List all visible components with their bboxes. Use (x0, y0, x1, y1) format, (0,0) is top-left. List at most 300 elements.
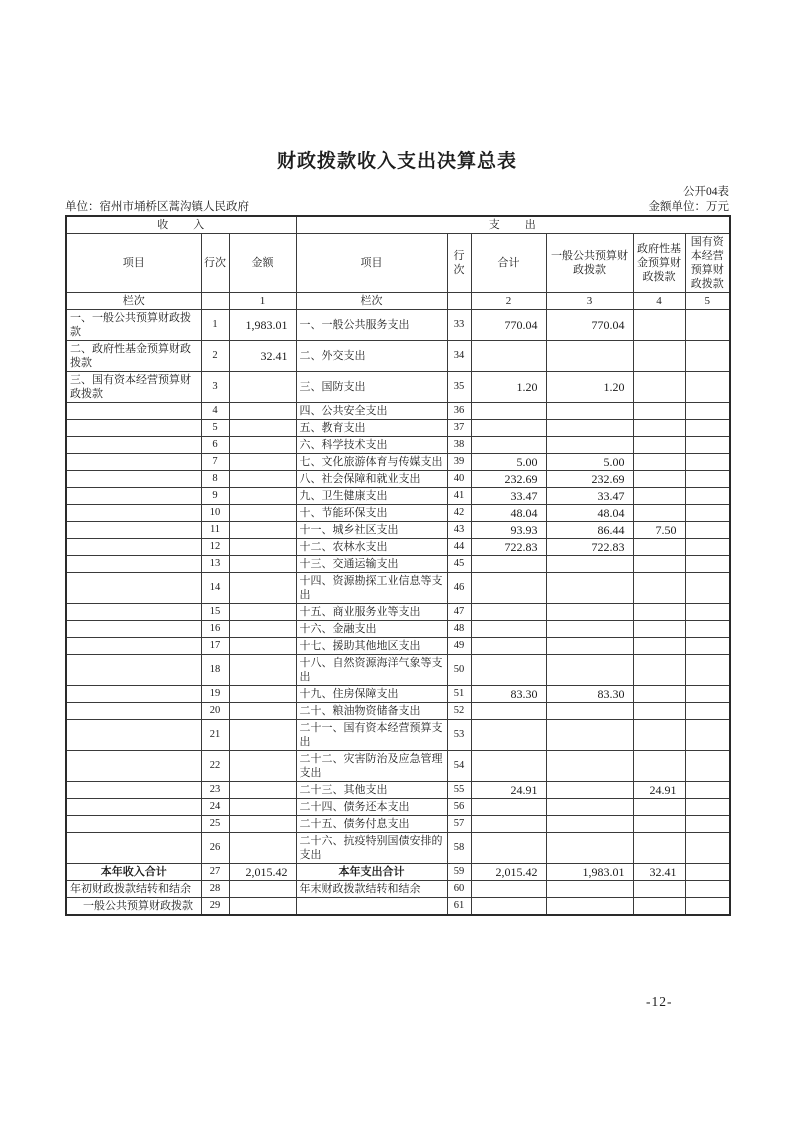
expense-general-budget-cell (546, 556, 633, 573)
income-amount-cell (229, 799, 296, 816)
income-row-no-cell: 24 (201, 799, 229, 816)
income-item-header: 项目 (66, 234, 201, 293)
expense-gov-fund-cell (633, 420, 685, 437)
expense-item-cell: 十七、援助其他地区支出 (296, 638, 447, 655)
expense-item-cell: 二十六、抗疫特别国债安排的支出 (296, 833, 447, 864)
table-row (66, 703, 730, 720)
expense-general-budget-cell: 722.83 (546, 539, 633, 556)
income-item-cell: 三、国有资本经营预算财政拨款 (66, 372, 201, 403)
expense-item-cell: 本年支出合计 (296, 864, 447, 881)
expense-gov-fund-cell (633, 655, 685, 686)
expense-item-cell: 五、教育支出 (296, 420, 447, 437)
income-amount-cell (229, 638, 296, 655)
expense-row-no-cell: 38 (447, 437, 471, 454)
expense-gov-fund-cell (633, 372, 685, 403)
expense-row-no-cell: 49 (447, 638, 471, 655)
expense-gov-fund-cell (633, 488, 685, 505)
expense-gov-fund-cell (633, 505, 685, 522)
column-index-row (66, 293, 730, 310)
income-item-cell (66, 539, 201, 556)
expense-state-capital-cell (685, 621, 730, 638)
income-row-no-cell: 22 (201, 751, 229, 782)
expense-general-budget-cell (546, 341, 633, 372)
expense-row-no-cell: 57 (447, 816, 471, 833)
income-amount-cell (229, 782, 296, 799)
income-row-no-cell: 18 (201, 655, 229, 686)
expense-gov-fund-cell (633, 310, 685, 341)
income-item-cell (66, 833, 201, 864)
table-row (66, 573, 730, 604)
income-amount-cell (229, 505, 296, 522)
expense-gov-fund-cell (633, 816, 685, 833)
income-amount-cell (229, 522, 296, 539)
expense-state-capital-cell (685, 471, 730, 488)
expense-row-no-cell: 46 (447, 573, 471, 604)
expense-state-capital-cell (685, 573, 730, 604)
income-item-cell (66, 816, 201, 833)
income-row-no-cell: 5 (201, 420, 229, 437)
expense-state-capital-cell (685, 833, 730, 864)
income-item-cell (66, 782, 201, 799)
income-amount-cell (229, 604, 296, 621)
income-item-cell (66, 686, 201, 703)
expense-gov-fund-cell (633, 799, 685, 816)
expense-state-capital-cell (685, 782, 730, 799)
expense-gov-fund-cell (633, 703, 685, 720)
expense-total-cell (471, 751, 546, 782)
expense-gov-fund-header: 政府性基金预算财政拨款 (633, 234, 685, 293)
income-amount-cell (229, 372, 296, 403)
expense-total-cell (471, 437, 546, 454)
expense-rowno-colindex (447, 293, 471, 310)
expense-total-cell: 722.83 (471, 539, 546, 556)
expense-total-cell: 1.20 (471, 372, 546, 403)
expense-general-colindex: 3 (546, 293, 633, 310)
income-row-no-cell: 7 (201, 454, 229, 471)
expense-state-capital-cell (685, 454, 730, 471)
table-row (66, 471, 730, 488)
income-item-cell (66, 471, 201, 488)
expense-total-cell (471, 573, 546, 604)
expense-total-cell (471, 403, 546, 420)
page-title: 财政拨款收入支出决算总表 (276, 151, 517, 172)
income-row-no-cell: 8 (201, 471, 229, 488)
expense-item-cell: 二十一、国有资本经营预算支出 (296, 720, 447, 751)
expense-row-no-cell: 45 (447, 556, 471, 573)
expense-row-no-cell: 44 (447, 539, 471, 556)
expense-gov-fund-cell (633, 720, 685, 751)
income-row-no-cell: 29 (201, 898, 229, 916)
expense-row-no-cell: 40 (447, 471, 471, 488)
income-amount-cell (229, 454, 296, 471)
expense-item-cell: 八、社会保障和就业支出 (296, 471, 447, 488)
expense-general-budget-cell (546, 655, 633, 686)
expense-item-cell: 二十四、债务还本支出 (296, 799, 447, 816)
expense-general-budget-cell (546, 604, 633, 621)
expense-general-budget-cell (546, 751, 633, 782)
income-item-cell: 一、一般公共预算财政拨款 (66, 310, 201, 341)
table-row (66, 556, 730, 573)
expense-total-cell (471, 655, 546, 686)
expense-row-no-cell: 37 (447, 420, 471, 437)
table-row (66, 454, 730, 471)
expense-total-cell (471, 420, 546, 437)
income-item-cell (66, 437, 201, 454)
table-row (66, 655, 730, 686)
income-amount-cell (229, 556, 296, 573)
expense-total-cell (471, 833, 546, 864)
expense-item-cell: 七、文化旅游体育与传媒支出 (296, 454, 447, 471)
table-row (66, 310, 730, 341)
income-amount-cell (229, 720, 296, 751)
income-amount-cell (229, 655, 296, 686)
expense-state-capital-cell (685, 881, 730, 898)
expense-gov-fund-cell (633, 403, 685, 420)
expense-row-no-cell: 35 (447, 372, 471, 403)
income-row-no-cell: 17 (201, 638, 229, 655)
expense-total-cell: 48.04 (471, 505, 546, 522)
expense-total-cell: 232.69 (471, 471, 546, 488)
income-row-no-cell: 3 (201, 372, 229, 403)
expense-general-budget-cell (546, 799, 633, 816)
table-row (66, 539, 730, 556)
expense-state-capital-header: 国有资本经营预算财政拨款 (685, 234, 730, 293)
expense-general-budget-cell: 1,983.01 (546, 864, 633, 881)
expense-state-capital-cell (685, 751, 730, 782)
table-row (66, 437, 730, 454)
expense-general-budget-cell: 83.30 (546, 686, 633, 703)
expense-state-capital-cell (685, 488, 730, 505)
expense-general-budget-cell (546, 816, 633, 833)
income-row-no-cell: 9 (201, 488, 229, 505)
expense-row-no-cell: 54 (447, 751, 471, 782)
table-row (66, 720, 730, 751)
expense-row-no-cell: 48 (447, 621, 471, 638)
income-amount-cell (229, 816, 296, 833)
income-amount-cell (229, 833, 296, 864)
expense-item-cell: 二、外交支出 (296, 341, 447, 372)
expense-state-capital-cell (685, 310, 730, 341)
expense-item-cell: 十六、金融支出 (296, 621, 447, 638)
table-row (66, 686, 730, 703)
expense-row-no-cell: 36 (447, 403, 471, 420)
income-row-no-cell: 27 (201, 864, 229, 881)
expense-total-cell: 93.93 (471, 522, 546, 539)
expense-item-cell: 十九、住房保障支出 (296, 686, 447, 703)
expense-item-cell: 二十三、其他支出 (296, 782, 447, 799)
income-row-no-cell: 11 (201, 522, 229, 539)
income-amount-cell (229, 403, 296, 420)
expense-state-capital-cell (685, 437, 730, 454)
income-amount-cell (229, 420, 296, 437)
expense-general-budget-cell: 232.69 (546, 471, 633, 488)
expense-general-budget-cell: 48.04 (546, 505, 633, 522)
table-row (66, 420, 730, 437)
income-amount-cell: 2,015.42 (229, 864, 296, 881)
income-row-no-cell: 19 (201, 686, 229, 703)
income-item-cell (66, 638, 201, 655)
table-body (66, 310, 730, 916)
expense-gov-fund-cell (633, 881, 685, 898)
table-row (66, 522, 730, 539)
expense-state-capital-cell (685, 720, 730, 751)
expense-gov-fund-cell (633, 638, 685, 655)
expense-general-budget-cell (546, 437, 633, 454)
expense-gov-fund-cell (633, 471, 685, 488)
income-item-cell (66, 604, 201, 621)
expense-item-cell: 十、节能环保支出 (296, 505, 447, 522)
expense-total-cell (471, 604, 546, 621)
expense-gov-fund-cell (633, 604, 685, 621)
expense-general-budget-cell (546, 833, 633, 864)
expense-general-budget-cell (546, 621, 633, 638)
expense-gov-fund-cell (633, 686, 685, 703)
expense-row-no-cell: 50 (447, 655, 471, 686)
table-row (66, 751, 730, 782)
expense-state-capital-cell (685, 539, 730, 556)
expense-general-budget-cell (546, 720, 633, 751)
income-row-no-cell: 28 (201, 881, 229, 898)
expense-general-budget-cell (546, 881, 633, 898)
expense-total-header: 合计 (471, 234, 546, 293)
table-row (66, 881, 730, 898)
income-amount-cell (229, 437, 296, 454)
income-colindex-label: 栏次 (66, 293, 201, 310)
expense-total-cell: 5.00 (471, 454, 546, 471)
table-row (66, 898, 730, 916)
income-item-cell (66, 403, 201, 420)
expense-general-budget-cell: 33.47 (546, 488, 633, 505)
expense-item-cell: 四、公共安全支出 (296, 403, 447, 420)
table-row (66, 341, 730, 372)
expense-capital-colindex: 5 (685, 293, 730, 310)
table-row (66, 621, 730, 638)
expense-item-cell: 十五、商业服务业等支出 (296, 604, 447, 621)
expense-total-colindex: 2 (471, 293, 546, 310)
expense-gov-fund-cell (633, 833, 685, 864)
expense-row-no-cell: 42 (447, 505, 471, 522)
income-item-cell (66, 621, 201, 638)
expense-item-cell: 二十、粮油物资储备支出 (296, 703, 447, 720)
expense-state-capital-cell (685, 703, 730, 720)
income-section-header: 收 入 (66, 216, 296, 234)
expense-general-budget-cell (546, 420, 633, 437)
table-row (66, 833, 730, 864)
income-row-no-cell: 1 (201, 310, 229, 341)
expense-row-no-cell: 61 (447, 898, 471, 916)
expense-item-cell: 十八、自然资源海洋气象等支出 (296, 655, 447, 686)
expense-general-budget-cell: 770.04 (546, 310, 633, 341)
income-amount-cell (229, 539, 296, 556)
income-amount-cell: 1,983.01 (229, 310, 296, 341)
income-item-cell (66, 420, 201, 437)
income-item-cell (66, 655, 201, 686)
expense-gov-fund-cell (633, 341, 685, 372)
expense-total-cell (471, 881, 546, 898)
income-item-cell (66, 505, 201, 522)
income-item-cell (66, 454, 201, 471)
expense-state-capital-cell (685, 655, 730, 686)
income-amount-cell (229, 703, 296, 720)
amount-unit-label: 金额单位：万元 (648, 201, 729, 213)
table-code-label: 公开04表 (683, 186, 729, 198)
expense-row-no-cell: 53 (447, 720, 471, 751)
expense-state-capital-cell (685, 686, 730, 703)
expense-item-cell: 三、国防支出 (296, 372, 447, 403)
expense-general-budget-cell: 86.44 (546, 522, 633, 539)
income-item-cell: 二、政府性基金预算财政拨款 (66, 341, 201, 372)
expense-total-cell (471, 556, 546, 573)
expense-state-capital-cell (685, 556, 730, 573)
expense-total-cell (471, 638, 546, 655)
income-amount-colindex: 1 (229, 293, 296, 310)
income-row-no-cell: 14 (201, 573, 229, 604)
expense-row-no-cell: 60 (447, 881, 471, 898)
income-amount-cell (229, 751, 296, 782)
expense-state-capital-cell (685, 403, 730, 420)
table-row (66, 505, 730, 522)
expense-row-no-cell: 47 (447, 604, 471, 621)
expense-item-cell: 十三、交通运输支出 (296, 556, 447, 573)
income-amount-cell (229, 621, 296, 638)
expense-row-no-header: 行次 (447, 234, 471, 293)
expense-row-no-cell: 59 (447, 864, 471, 881)
expense-item-cell: 年末财政拨款结转和结余 (296, 881, 447, 898)
income-row-no-cell: 15 (201, 604, 229, 621)
income-item-cell (66, 488, 201, 505)
expense-state-capital-cell (685, 604, 730, 621)
expense-total-cell: 33.47 (471, 488, 546, 505)
expense-total-cell (471, 341, 546, 372)
unit-label: 单位：宿州市埇桥区蒿沟镇人民政府 (65, 201, 249, 213)
expense-item-cell: 六、科学技术支出 (296, 437, 447, 454)
expense-item-cell: 十二、农林水支出 (296, 539, 447, 556)
income-item-cell: 一般公共预算财政拨款 (66, 898, 201, 916)
income-row-no-cell: 4 (201, 403, 229, 420)
income-item-cell (66, 720, 201, 751)
expense-section-header: 支 出 (296, 216, 730, 234)
table-row (66, 782, 730, 799)
table-row (66, 488, 730, 505)
expense-gov-fund-cell (633, 556, 685, 573)
income-row-no-cell: 25 (201, 816, 229, 833)
income-amount-cell (229, 898, 296, 916)
income-amount-header: 金额 (229, 234, 296, 293)
expense-general-budget-cell: 1.20 (546, 372, 633, 403)
income-amount-cell (229, 471, 296, 488)
expense-general-budget-cell: 5.00 (546, 454, 633, 471)
expense-total-cell (471, 898, 546, 916)
expense-general-budget-cell (546, 898, 633, 916)
fiscal-appropriation-table (65, 215, 731, 916)
expense-general-budget-cell (546, 403, 633, 420)
expense-row-no-cell: 55 (447, 782, 471, 799)
table-row (66, 604, 730, 621)
expense-general-budget-cell (546, 782, 633, 799)
expense-state-capital-cell (685, 341, 730, 372)
income-row-no-cell: 10 (201, 505, 229, 522)
income-amount-cell (229, 686, 296, 703)
table-row (66, 638, 730, 655)
income-amount-cell: 32.41 (229, 341, 296, 372)
expense-general-budget-cell (546, 573, 633, 604)
income-amount-cell (229, 573, 296, 604)
expense-total-cell (471, 720, 546, 751)
income-item-cell (66, 522, 201, 539)
expense-gov-fund-cell: 32.41 (633, 864, 685, 881)
table-row (66, 799, 730, 816)
expense-row-no-cell: 56 (447, 799, 471, 816)
income-row-no-cell: 23 (201, 782, 229, 799)
expense-gov-fund-cell: 7.50 (633, 522, 685, 539)
expense-gov-fund-cell (633, 751, 685, 782)
income-row-no-cell: 2 (201, 341, 229, 372)
expense-gov-fund-cell: 24.91 (633, 782, 685, 799)
income-amount-cell (229, 881, 296, 898)
expense-row-no-cell: 33 (447, 310, 471, 341)
expense-gov-fund-cell (633, 539, 685, 556)
expense-gov-fund-cell (633, 898, 685, 916)
income-row-no-cell: 26 (201, 833, 229, 864)
expense-total-cell: 770.04 (471, 310, 546, 341)
expense-row-no-cell: 51 (447, 686, 471, 703)
expense-total-cell: 2,015.42 (471, 864, 546, 881)
income-item-cell: 年初财政拨款结转和结余 (66, 881, 201, 898)
expense-item-cell (296, 898, 447, 916)
expense-total-cell (471, 621, 546, 638)
income-row-no-cell: 21 (201, 720, 229, 751)
income-rowno-colindex (201, 293, 229, 310)
expense-total-cell: 83.30 (471, 686, 546, 703)
expense-total-cell: 24.91 (471, 782, 546, 799)
expense-state-capital-cell (685, 420, 730, 437)
expense-total-cell (471, 816, 546, 833)
table-row (66, 816, 730, 833)
expense-row-no-cell: 52 (447, 703, 471, 720)
expense-row-no-cell: 41 (447, 488, 471, 505)
expense-state-capital-cell (685, 372, 730, 403)
expense-state-capital-cell (685, 522, 730, 539)
income-item-cell (66, 573, 201, 604)
expense-item-cell: 十四、资源勘探工业信息等支出 (296, 573, 447, 604)
expense-state-capital-cell (685, 864, 730, 881)
document-content (65, 0, 729, 916)
income-row-no-cell: 20 (201, 703, 229, 720)
expense-gov-fund-cell (633, 437, 685, 454)
column-header-row (66, 234, 730, 293)
expense-row-no-cell: 39 (447, 454, 471, 471)
expense-colindex-label: 栏次 (296, 293, 447, 310)
expense-row-no-cell: 34 (447, 341, 471, 372)
income-row-no-cell: 12 (201, 539, 229, 556)
expense-fund-colindex: 4 (633, 293, 685, 310)
expense-state-capital-cell (685, 638, 730, 655)
expense-total-cell (471, 799, 546, 816)
income-item-cell: 本年收入合计 (66, 864, 201, 881)
income-item-cell (66, 751, 201, 782)
expense-row-no-cell: 58 (447, 833, 471, 864)
expense-general-budget-cell (546, 638, 633, 655)
expense-general-budget-header: 一般公共预算财政拨款 (546, 234, 633, 293)
expense-state-capital-cell (685, 816, 730, 833)
income-row-no-cell: 6 (201, 437, 229, 454)
income-item-cell (66, 799, 201, 816)
expense-state-capital-cell (685, 898, 730, 916)
expense-general-budget-cell (546, 703, 633, 720)
expense-item-header: 项目 (296, 234, 447, 293)
expense-item-cell: 一、一般公共服务支出 (296, 310, 447, 341)
expense-state-capital-cell (685, 505, 730, 522)
